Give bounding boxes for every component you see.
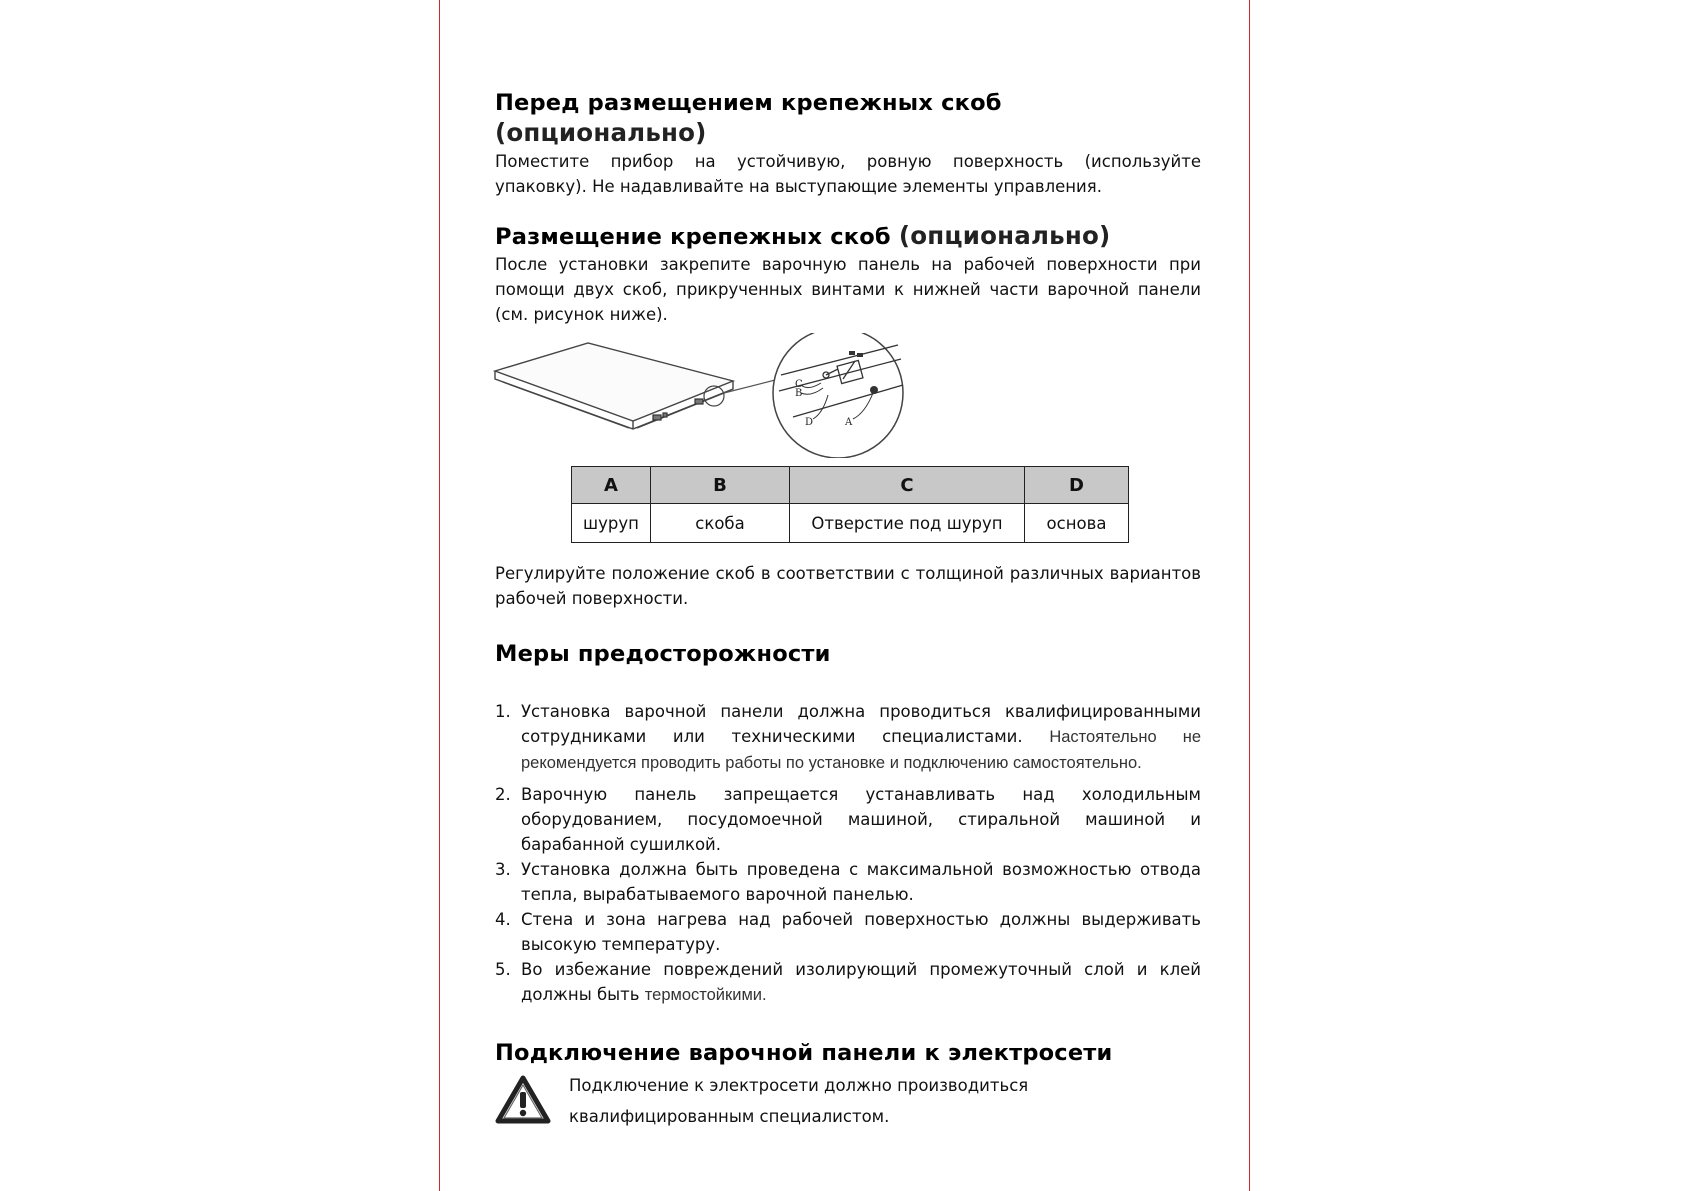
section-precautions [495, 639, 1201, 1008]
warning-block [495, 1070, 1201, 1140]
table-cell: шуруп [572, 504, 651, 543]
table-cell: основа [1025, 504, 1129, 543]
warning-text: Подключение к электросети должно производиться квалифицированным специалистом. [569, 1076, 1029, 1126]
list-item: 3. Установка должна быть проведена с максимальной возможностью отвода тепла, вырабатываемого варочной панелью. [495, 860, 1201, 904]
hob-bracket-illustration [493, 333, 1213, 458]
bracket-installation-figure [495, 333, 1201, 458]
section-title: Подключение варочной панели к электросети [495, 1040, 1113, 1066]
section-placing-brackets [495, 221, 1201, 611]
table-header-row [572, 467, 1129, 504]
optional-label: (опционально) [495, 118, 707, 147]
label-a: A [845, 417, 853, 428]
label-d: D [805, 417, 814, 428]
section-text: Регулируйте положение скоб в соответствии с толщиной различных вариантов рабочей поверхности. [495, 564, 1201, 608]
label-c: C [795, 379, 803, 390]
section-text: Поместите прибор на устойчивую, ровную поверхность (используйте упаковку). Не надавливайте на выступающие элементы управления. [495, 152, 1201, 196]
table-row [572, 504, 1129, 543]
section-title: Перед размещением крепежных скоб (опционально) [495, 90, 1002, 147]
table-header-cell: C [790, 467, 1025, 504]
parts-table [571, 466, 1129, 543]
section-before-brackets [495, 88, 1201, 199]
precautions-list [495, 699, 1201, 1008]
label-b: B [795, 388, 803, 399]
page-content [495, 88, 1201, 1140]
section-title: Размещение крепежных скоб (опционально) [495, 221, 1111, 250]
table-cell: Отверстие под шуруп [790, 504, 1025, 543]
table-header-cell: B [651, 467, 790, 504]
list-item: 2. Варочную панель запрещается устанавливать над холодильным оборудованием, посудомоечной машиной, стиральной машиной и барабанной сушилкой. [495, 785, 1201, 854]
optional-label: (опционально) [898, 221, 1111, 250]
section-title: Меры предосторожности [495, 641, 831, 667]
section-text: После установки закрепите варочную панель на рабочей поверхности при помощи двух скоб, прикрученных винтами к нижней части варочной панели (см. рисунок ниже). [495, 255, 1201, 324]
table-header-cell: D [1025, 467, 1129, 504]
warning-triangle-icon [495, 1074, 551, 1126]
list-item: 5. Во избежание повреждений изолирующий промежуточный слой и клей должны быть термостойкими. [495, 960, 1201, 1004]
table-header-cell: A [572, 467, 651, 504]
list-item: 4. Стена и зона нагрева над рабочей поверхностью должны выдерживать высокую температуру. [495, 910, 1201, 954]
section-electrical-connection [495, 1038, 1201, 1140]
document-page [439, 0, 1250, 1191]
list-item: 1. Установка варочной панели должна проводиться квалифицированными сотрудниками или техническими специалистами. Настоятельно не рекомендуется проводить работы по установке и подключению самостоятельно. [495, 702, 1201, 772]
table-cell: скоба [651, 504, 790, 543]
